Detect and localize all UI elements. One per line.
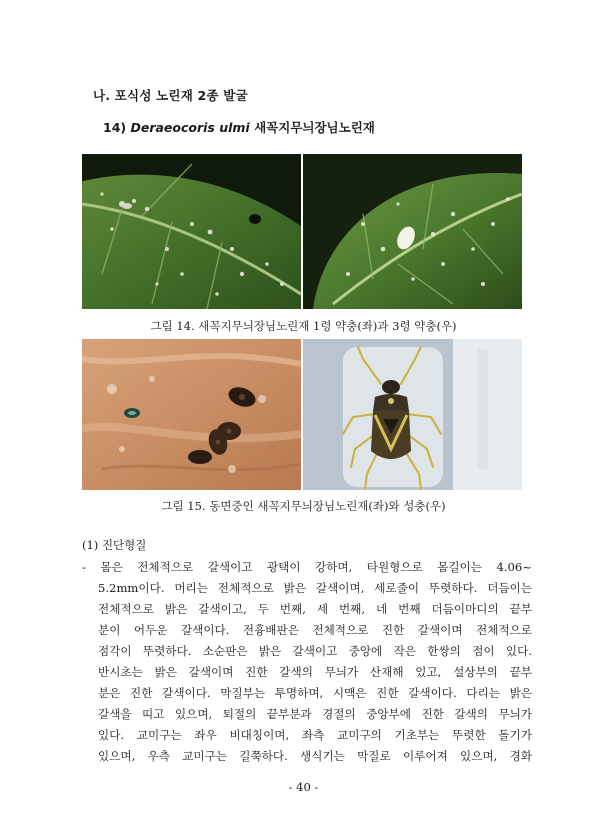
- figure14-caption: 그림 14. 새꼭지무늬장님노린재 1령 약충(좌)과 3령 약충(우): [150, 319, 457, 333]
- body-line: 있다. 교미구는 좌우 비대칭이며, 좌측 교미구의 기초부는 뚜렷한 돌기가: [98, 728, 532, 742]
- body-line: 점각이 뚜렷하다. 소순판은 밝은 갈색이고 중앙에 작은 한쌍의 점이 있다.: [98, 644, 532, 658]
- figure15-caption: 그림 15. 동면중인 새꼭지무늬장님노린재(좌)와 성충(우): [161, 499, 446, 513]
- figure15-left-photo: [82, 339, 301, 490]
- species-korean-name: 새꼭지무늬장님노린재: [254, 120, 375, 135]
- body-line: - 몸은 전체적으로 갈색이고 광택이 강하며, 타원형으로 몸길이는 4.06~: [82, 560, 532, 574]
- page-number: - 40 -: [288, 780, 319, 794]
- body-line: 전체적으로 밝은 갈색이고, 두 번째, 세 번째, 네 번째 더듬이마디의 끝부: [98, 602, 532, 616]
- body-line: 반시초는 밝은 갈색이며 진한 갈색의 무늬가 산재해 있고, 설상부의 끝부: [98, 665, 532, 679]
- species-number: 14): [103, 120, 127, 135]
- figure14-left-photo: [82, 154, 301, 309]
- diagnosis-paragraph: [82, 557, 532, 767]
- species-heading: [103, 118, 375, 136]
- body-line: 5.2mm이다. 머리는 전체적으로 밝은 갈색이며, 세로줄이 뚜렷하다. 더듬이는: [98, 581, 532, 595]
- figure14-right-photo: [303, 154, 522, 309]
- body-line: 있으며, 우측 교미구는 길쭉하다. 생식기는 막질로 이루어져 있으며, 경화: [98, 749, 532, 763]
- diagnosis-subheading: (1) 진단형질: [82, 538, 147, 552]
- figure15-right-photo: [303, 339, 522, 490]
- body-line: 분은 진한 갈색이다. 막질부는 투명하며, 시맥은 진한 갈색이다. 다리는 밝은: [98, 686, 532, 700]
- body-line: 분이 어두운 갈색이다. 전흉배판은 전체적으로 진한 갈색이며 전체적으로: [98, 623, 532, 637]
- species-latin-name: Deraeocoris ulmi: [130, 120, 250, 135]
- section-heading: 나. 포식성 노린재 2종 발굴: [93, 88, 248, 103]
- body-line: 갈색을 띠고 있으며, 퇴절의 끝부분과 경절의 중앙부에 진한 갈색의 무늬가: [98, 707, 532, 721]
